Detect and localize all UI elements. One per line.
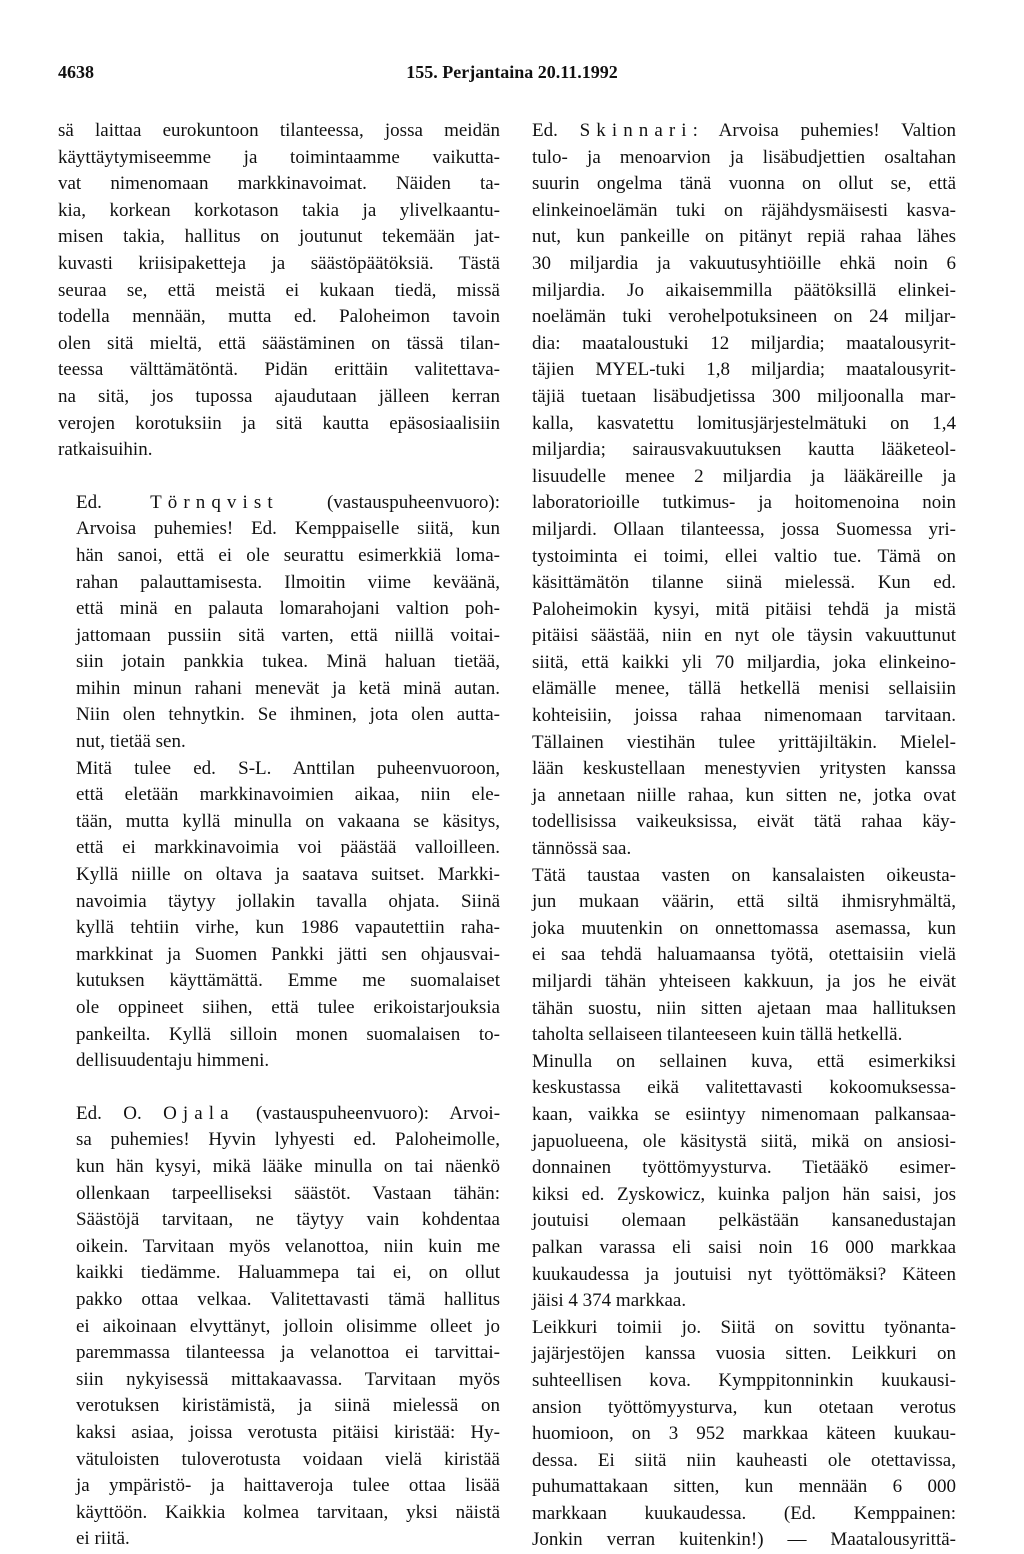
text-line: vätuloisten tuloverotusta voidaan vielä kiristää [76,1448,500,1470]
text-line: kiksi ed. Zyskowicz, kuinka paljon hän saisi, jos [532,1183,956,1205]
speaker-name: Ojala [163,1102,235,1124]
text-line: palkan varassa eli saisi noin 16 000 markkaa [532,1236,956,1258]
text-line: kutuksen käyttämättä. Emme me suomalaiset [76,970,500,992]
text-line: markkinat ja Suomen Pankki jätti sen ohjausvai- [76,943,500,965]
text-line: Kyllä niille on oltava ja saatava suitset. Markki- [76,864,500,886]
text-line: lisuudelle menee 2 miljardia ja lääkäreille ja [532,465,956,487]
speech-tornqvist [58,490,500,756]
text-line: ja ympäristö- ja haittaveroja tulee ottaa lisää [76,1475,500,1497]
text-fragment: : Arvoisa puhemies! Valtion [692,120,957,141]
text-line: kaan, vaikka se esiintyy nimenomaan palkansaa- [532,1103,956,1125]
text-line: jajärjestöjen kanssa vuosia sitten. Leikkuri on [532,1343,956,1365]
text-line: että eletään markkinavoimien aikaa, niin ele- [76,784,500,806]
text-line: kyllä tehtiin virhe, kun 1986 vapautettiin raha- [76,917,500,939]
text-line: ja annetaan niille rahaa, kun sitten ne, jotka ovat [532,784,956,806]
text-line: jäisi 4 374 markkaa. [532,1290,687,1312]
text-line: kun hän kysyi, mikä lääke minulla on tai näenkö [76,1155,500,1177]
text-line: että minä en palauta lomarahojani valtion poh- [76,598,500,620]
text-line: hän sanoi, että ei ole seurattu esimerkkiä loma- [76,544,500,566]
text-line: dessa. Ei siitä niin kauheasti ole otettavissa, [532,1449,956,1471]
speaker-name: Skinnari [579,120,693,141]
text-line: lään keskustellaan menestyvien yritysten kanssa [532,758,956,780]
text-line: puhumattakaan sitten, kun mennään 6 000 [532,1476,956,1498]
text-line: teessa välttämätöntä. Pidän erittäin valitettava- [58,359,500,381]
text-line: verotuksen kiristämistä, ja siinä mielessä on [76,1395,500,1417]
text-line: noelämän tuki verohelpotuksineen on 24 miljar- [532,306,956,328]
speaker-name: Törnqvist [150,491,279,513]
speech-ojala [58,1101,500,1553]
text-line: suhteellisen kova. Kymppitonninkin kuukausi- [532,1369,956,1391]
text-line: 30 miljardia ja vakuutusyhtiöille ehkä noin 6 [532,252,956,274]
text-line [58,490,500,517]
text-line: misen takia, hallitus on joutunut tekemään jat- [58,226,500,248]
text-line: että ei markkinavoimia voi päästää valloilleen. [76,837,500,859]
text-line: verojen korotuksiin ja sitä kautta epäsosiaalisiin [58,412,500,434]
text-line: ratkaisuihin. [58,439,153,461]
text-line: Leikkuri toimii jo. Siitä on sovittu työnanta- [532,1316,956,1338]
text-line: suurin ongelma tänä vuonna on ollut se, että [532,173,956,195]
right-column [514,118,956,1554]
text-line: kohteisiin, joissa rahaa nimenomaan tarvitaan. [532,705,956,727]
text-line: ole oppineet siihen, että tulee erikoistarjouksia [76,997,500,1018]
text-line: olen sitä mieltä, että säästäminen on tässä tilan- [58,332,500,354]
text-line: vat nimenomaan markkinavoimat. Näiden ta- [58,173,500,195]
text-line: sä laittaa eurokuntoon tilanteessa, jossa meidän [58,120,500,141]
text-line: siin nykyisessä mittakaavassa. Tarvitaan myös [76,1368,500,1390]
text-line: ollenkaan tarpeelliseksi säästöt. Vastaan tähän: [76,1182,500,1204]
text-line: taholta sellaiseen tilanteeseen kuin tällä hetkellä. [532,1024,903,1046]
text-line: kalla, kasvatettu lomitusjärjestelmätuki on 1,4 [532,412,956,434]
paragraph [58,756,500,1075]
text-line: mihin minun rahani menevät ja ketä minä autan. [76,677,500,699]
text-line: oikein. Tarvitaan myös velanottoa, niin kuin me [76,1235,500,1257]
speech-skinnari [514,118,956,863]
speaker-prefix: Ed. [76,491,102,513]
text-line: rahan palauttamisesta. Ilmoitin viime keväänä, [76,571,500,593]
paragraph [514,863,956,1049]
speaker-prefix: Ed. O. [76,1102,142,1124]
text-line: jattomaan pussiin sitä varten, että niillä voitai- [76,624,500,646]
text-line: nut, tietää sen. [76,731,186,753]
speaker-role: (vastauspuheenvuoro): Arvoi- [256,1102,501,1124]
text-line: Paloheimokin kysyi, mitä pitäisi tehdä ja mistä [532,598,956,620]
text-line: tään, mutta kyllä minulla on vakaana se käsitys, [76,810,500,832]
text-line: tulo- ja menoarvion ja lisäbudjettien osaltahan [532,146,956,168]
text-line: pakko ottaa velkaa. Valitettavasti tämä hallitus [76,1288,500,1310]
text-line: miljardia; sairausvakuutuksen kautta lääketeol- [532,439,956,461]
text-line: Tällainen viestihän tulee yrittäjiltäkin. Mielel- [532,731,956,753]
text-line: pankeilta. Kyllä silloin monen suomalaisen to- [76,1023,500,1045]
text-line: todellisissa vaikeuksissa, eivät tätä rahaa käy- [532,811,956,833]
text-line: täjien MYEL-tuki 1,8 miljardia; maatalousyrit- [532,359,956,381]
text-line: laboratorioille tutkimus- ja hoitomenoina noin [532,492,956,514]
text-line: paremmassa tilanteessa ja velanottoa ei tarvittai- [76,1342,500,1364]
page-number: 4638 [58,62,94,82]
speaker-prefix: Ed. [532,120,558,141]
text-line: Arvoisa puhemies! Ed. Kemppaiselle siitä, kun [76,518,500,540]
text-line [58,1101,500,1128]
text-line: markkaan kuukaudessa. (Ed. Kemppainen: [532,1502,956,1524]
text-line: keskustassa eikä valitettavasti kokoomuksessa- [532,1077,956,1099]
text-line: Minulla on sellainen kuva, että esimerkiksi [532,1050,956,1072]
text-line: pitäisi säästää, niin en nyt ole täysin vakuuttunut [532,625,956,647]
text-line: joutuisi olemaan pelkästään kansanedustajan [532,1210,956,1232]
text-line: ei saa tehdä haluamaansa työtä, otettaisiin vielä [532,944,956,966]
text-line: Säästöjä tarvitaan, ne täytyy vain kohdentaa [76,1209,500,1231]
paragraph [58,118,500,464]
text-line: kia, korkean korkotason takia ja ylivelkaantu- [58,199,500,221]
text-line: kaksi asiaa, joissa verotusta pitäisi kiristää: Hy- [76,1421,500,1443]
text-line: Tätä taustaa vasten on kansalaisten oikeusta- [532,864,956,886]
text-line [514,118,956,145]
text-line: ansion työttömyysturva, kun otetaan verotus [532,1396,956,1418]
text-line: kuukaudessa ja joutuisi nyt työttömäksi? Käteen [532,1263,956,1285]
text-line: kaikki tiedämme. Haluammepa tai ei, on ollut [76,1262,500,1284]
running-head: 155. Perjantaina 20.11.1992 [406,62,618,82]
speaker-role: (vastauspuheenvuoro): [326,491,500,513]
text-line: elinkeinoelämän tuki on räjähdysmäisesti kasva- [532,199,956,221]
text-line: na sitä, jos tupossa ajaudutaan jälleen kerran [58,385,500,407]
paragraph [514,1315,956,1554]
text-line: kuvasti kriisipaketteja ja säästöpäätöksiä. Tästä [58,252,500,274]
text-line: elämälle menee, tällä hetkellä menisi sellaisiin [532,678,956,700]
text-line: käyttöön. Kaikkia kolmea tarvitaan, yksi näistä [76,1501,500,1523]
text-line: japuolueena, ole käsitystä siitä, mikä on ansiosi- [532,1130,956,1152]
text-line: tähän suostu, niin sitten ajetaan maa hallituksen [532,997,956,1019]
text-line: Jonkin verran kuitenkin!) — Maatalousyrittä- [532,1529,956,1551]
text-line: nut, kun pankeille on pitänyt repiä rahaa lähes [532,226,956,248]
text-line: Mitä tulee ed. S-L. Anttilan puheenvuoroon, [76,757,500,779]
text-line: ei aikoinaan elvyttänyt, jolloin olisimme olleet jo [76,1315,500,1337]
text-line: dellisuudentaju himmeni. [76,1050,270,1072]
text-line: tystoiminta ei toimi, ellei valtio tue. Tämä on [532,545,956,567]
left-column [58,118,500,1553]
text-line: jun mukaan väärin, että siltä ihmisryhmältä, [532,891,956,913]
text-line: käsittämätön tilanne siinä mielessä. Kun ed. [532,572,956,594]
text-line: navoimia täytyy jollakin tavalla ohjata. Siinä [76,890,500,912]
text-line: Niin olen tehnytkin. Se ihminen, jota olen autta- [76,704,500,726]
text-line: seuraa se, että meistä ei kukaan tiedä, missä [58,279,500,301]
text-line: miljardi. Ollaan tilanteessa, jossa Suomessa yri- [532,518,956,540]
text-line: tännössä saa. [532,838,632,860]
text-line: miljardia. Jo aikaisemmilla päätöksillä elinkei- [532,279,956,301]
text-line: sa puhemies! Hyvin lyhyesti ed. Paloheimolle, [76,1129,500,1151]
text-line: siin jotain pankkia tukea. Minä haluan tietää, [76,651,500,673]
text-line: todella mennään, mutta ed. Paloheimon tavoin [58,306,500,328]
text-line: donnainen työttömyysturva. Tietääkö esimer- [532,1157,956,1179]
text-line: miljardi tähän yhteiseen kakkuun, ja jos he eivät [532,971,956,992]
text-line: huomioon, on 3 952 markkaa käteen kuukau- [532,1423,956,1445]
text-line: joka muutenkin on onnettomassa asemassa, kun [532,917,956,939]
text-line: dia: maataloustuki 12 miljardia; maatalousyrit- [532,332,956,354]
text-line: täjiä tuetaan lisäbudjetissa 300 miljoonalla mar- [532,385,956,407]
page-header [58,62,966,86]
text-line: käyttäytymiseemme ja toimintaamme vaikutta- [58,146,500,168]
text-line: siitä, että kaikki yli 70 miljardia, joka elinkeino- [532,651,956,673]
paragraph [514,1049,956,1315]
text-line: ei riitä. [76,1528,130,1550]
